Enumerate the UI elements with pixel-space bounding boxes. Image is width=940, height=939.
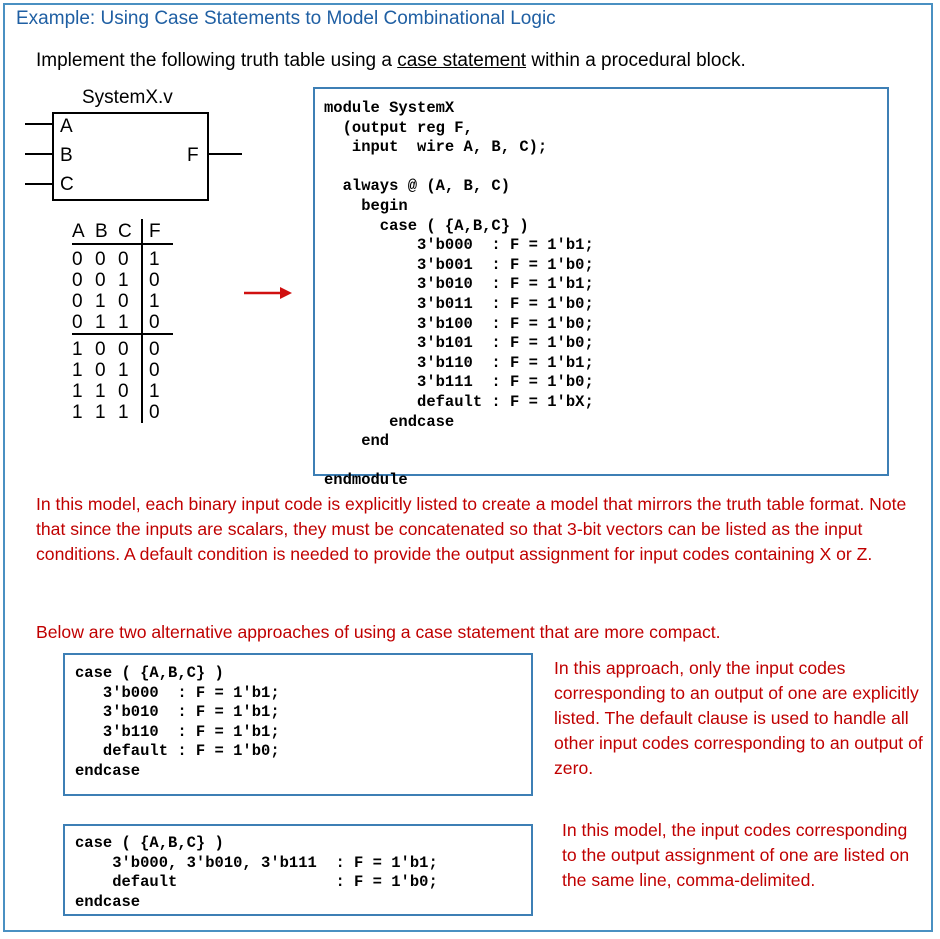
header-f: F (142, 219, 173, 244)
cell-c: 0 (118, 249, 129, 270)
alt2-code: case ( {A,B,C} ) 3'b000, 3'b010, 3'b111 : F = 1'b1; default : F = 1'b0; endcase (75, 834, 438, 911)
input-pin-b-line (25, 153, 54, 155)
cell-b: 0 (95, 249, 106, 270)
truth-table (72, 219, 173, 423)
table-row (72, 381, 173, 402)
slide-title: Example: Using Case Statements to Model Combinational Logic (16, 8, 556, 29)
cell-a: 1 (72, 381, 83, 402)
cell-a: 0 (72, 312, 95, 334)
explanation-text: In this model, each binary input code is explicitly listed to create a model that mirrors the truth table format. Note that since the inputs are scalars, they must be concatenated so that 3-bit vectors can be listed as the input conditions. A default condition is needed to provide the output assignment for input codes containing X or Z. (36, 494, 907, 564)
output-pin-f-label: F (187, 145, 199, 166)
cell-f: 0 (142, 334, 173, 360)
cell-c: 1 (118, 402, 129, 423)
cell-a: 0 (72, 249, 83, 270)
cell-b: 0 (95, 270, 106, 291)
cell-f: 0 (142, 360, 173, 381)
cell-b: 1 (95, 291, 106, 312)
input-pin-a-label: A (60, 116, 73, 137)
cell-b: 1 (95, 381, 106, 402)
cell-a: 0 (72, 291, 83, 312)
cell-b: 0 (95, 339, 106, 360)
header-c: C (118, 219, 142, 244)
instruction-underlined: case statement (397, 50, 527, 71)
input-pin-c-line (25, 183, 54, 185)
cell-a: 1 (72, 339, 83, 360)
instruction-text (36, 50, 746, 72)
cell-c: 1 (118, 270, 129, 291)
alt1-note: In this approach, only the input codes corresponding to an output of one are explicitly listed. The default clause is used to handle all other input codes corresponding to an output of zero. (554, 658, 923, 778)
block-name: SystemX.v (82, 87, 173, 108)
instruction-after: within a procedural block. (526, 50, 746, 71)
alt2-code-box (63, 824, 533, 916)
cell-f: 0 (142, 312, 173, 334)
cell-c: 1 (118, 360, 129, 381)
cell-a: 1 (72, 360, 83, 381)
alternatives-intro: Below are two alternative approaches of using a case statement that are more compact. (36, 622, 721, 642)
cell-c: 0 (118, 381, 129, 402)
input-pin-b-label: B (60, 145, 73, 166)
cell-f: 0 (142, 402, 173, 423)
table-row (72, 360, 173, 381)
cell-b: 1 (95, 312, 118, 334)
alt1-code: case ( {A,B,C} ) 3'b000 : F = 1'b1; 3'b010 : F = 1'b1; 3'b110 : F = 1'b1; default : F = 1'b0; endcase (75, 664, 280, 780)
right-arrow-icon (244, 285, 292, 301)
main-code: module SystemX (output reg F, input wire A, B, C); always @ (A, B, C) begin case ( {A,B,C} ) 3'b000 : F = 1'b1; 3'b001 : F = 1'b0; 3'b010 : F = 1'b1; 3'b011 : F = 1'b0; 3'b100 : F = 1'b0; 3'b101 : F = 1'b0; 3'b110 : F = 1'b1; 3'b111 : F = 1'b0; default : F = 1'bX; endcase end endmodule (324, 99, 594, 490)
cell-c: 0 (118, 339, 129, 360)
table-row (72, 270, 173, 291)
header-b: B (95, 219, 118, 244)
main-code-box (313, 87, 889, 490)
table-row (72, 244, 173, 270)
cell-a: 0 (72, 270, 83, 291)
cell-f: 1 (142, 244, 173, 270)
output-pin-f-line (207, 153, 242, 155)
instruction-before: Implement the following truth table using a (36, 50, 398, 71)
cell-a: 1 (72, 402, 83, 423)
input-pin-a-line (25, 123, 54, 125)
cell-f: 1 (142, 291, 173, 312)
alt1-code-box (63, 653, 533, 796)
block-diagram-box (52, 112, 209, 201)
header-a: A (72, 219, 95, 244)
cell-b: 1 (95, 402, 106, 423)
input-pin-c-label: C (60, 174, 74, 195)
alt2-note: In this model, the input codes corresponding to the output assignment of one are listed on the same line, comma-delimited. (562, 820, 910, 890)
table-row (72, 312, 173, 334)
cell-c: 1 (118, 312, 142, 334)
truth-table-header (72, 219, 173, 244)
cell-f: 0 (142, 270, 173, 291)
cell-c: 0 (118, 291, 129, 312)
cell-f: 1 (142, 381, 173, 402)
cell-b: 0 (95, 360, 106, 381)
table-row (72, 334, 173, 360)
table-row (72, 402, 173, 423)
table-row (72, 291, 173, 312)
